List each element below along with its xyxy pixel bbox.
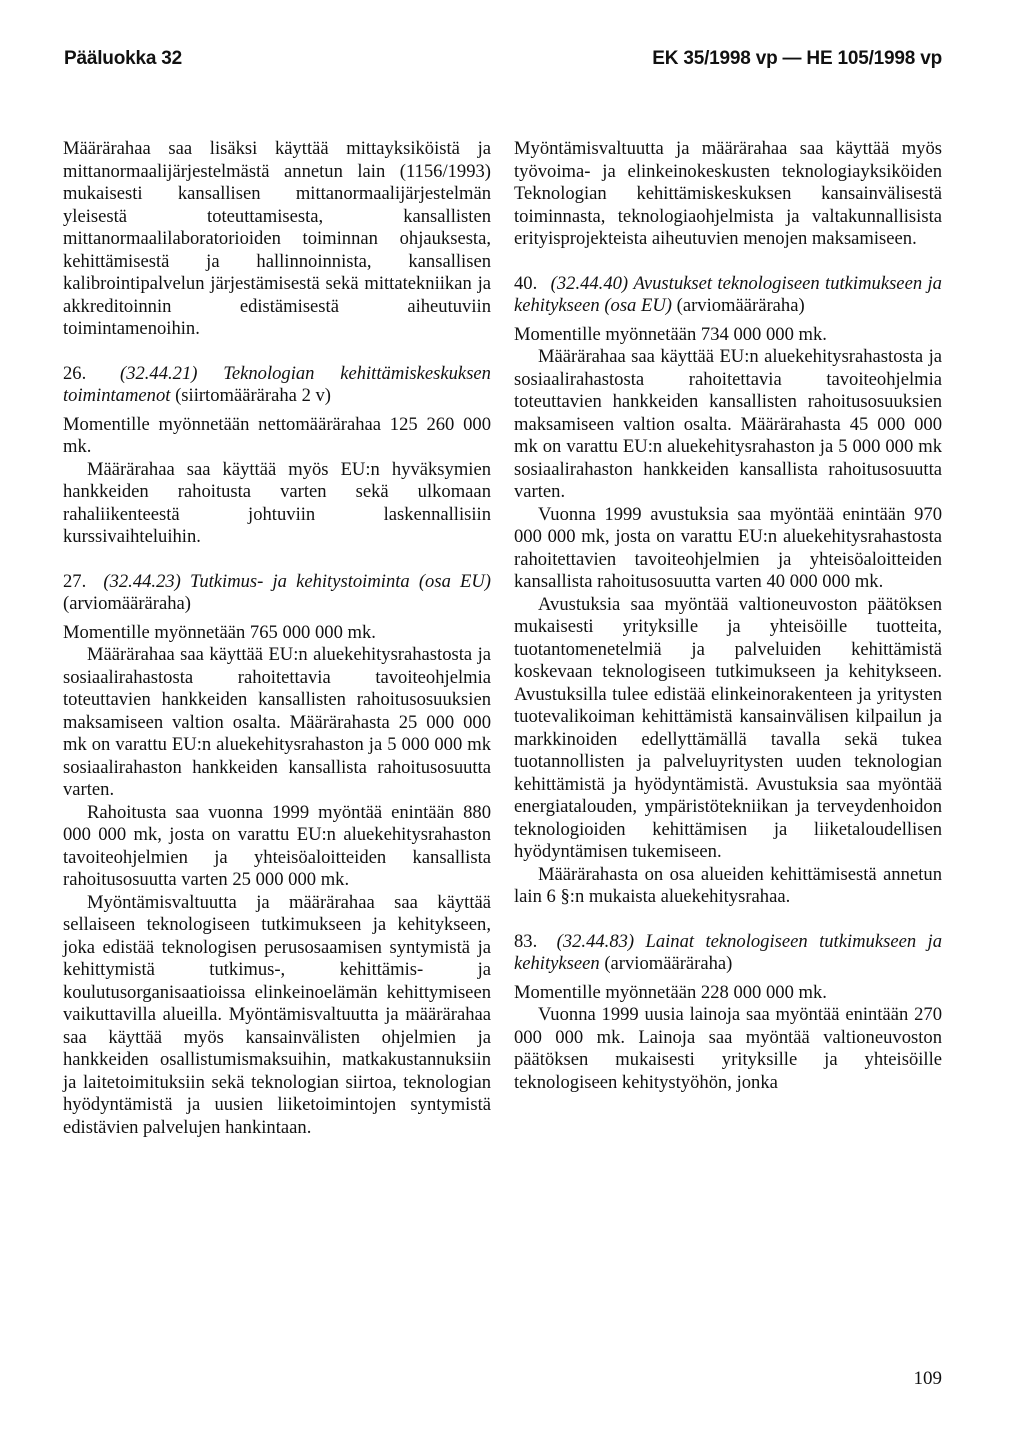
item-number: 83. [514, 930, 538, 952]
item-27-paragraph-1: Määrärahaa saa käyttää EU:n aluekehitysrahastosta ja sosiaalirahastosta rahoitettavia tavoiteohjelmia toteuttavien hankkeiden kansallisten rahoitusosuuksien maksamiseen valtion osalta. Määrärahasta 25 000 000 mk on varattu EU:n aluekehitysrahaston ja 5 000 000 mk sosiaalirahaston hankkeiden kansallista rahoitusosuutta varten. [63, 644, 491, 800]
item-title: Tutkimus- ja kehitystoiminta (osa EU) [190, 570, 491, 592]
item-code: (32.44.21) [120, 362, 198, 384]
item-number: 27. [63, 570, 87, 592]
item-title: Teknologian kehittämiskeskuksen toimintamenot [63, 362, 491, 406]
item-27-heading [63, 571, 491, 616]
item-26-heading [63, 363, 491, 408]
item-40-appropriation: Momentille myönnetään 734 000 000 mk. [514, 323, 827, 345]
item-type: (arviomääräraha) [63, 593, 191, 614]
item-code: (32.44.83) [556, 930, 635, 952]
intro-paragraph: Määrärahaa saa lisäksi käyttää mittayksiköistä ja mittanormaalijärjestelmästä annetun lain (1156/1993) mukaisesti kansallisen mittanormaalijärjestelmän yleisestä toteuttamisesta, kansallisten mittanormaalilaboratorioiden toiminnan ohjauksesta, kehittämisestä ja hallinnoinnista, kansallisen kalibrointipalvelun järjestämisestä sekä mittatekniikan ja akkreditoinnin edistämisestä aiheutuviin toimintamenoihin. [63, 138, 491, 339]
item-27-appropriation: Momentille myönnetään 765 000 000 mk. [63, 621, 376, 643]
item-code: (32.44.40) [550, 272, 629, 294]
item-26-text: Määrärahaa saa käyttää myös EU:n hyväksymien hankkeiden rahoitusta varten sekä ulkomaan rahaliikenteestä johtuviin laskennallisiin kurssivaihteluihin. [63, 458, 491, 547]
item-type: (arviomääräraha) [604, 953, 733, 974]
item-27-paragraph-2: Rahoitusta saa vuonna 1999 myöntää enintään 880 000 000 mk, josta on varattu EU:n aluekehitysrahaston tavoiteohjelmien ja yhteisöaloitteiden kansallista rahoitusosuutta varten 25 000 000 mk. [63, 801, 491, 890]
item-type: (arviomääräraha) [676, 295, 805, 316]
item-40-paragraph-3: Avustuksia saa myöntää valtioneuvoston päätöksen mukaisesti yrityksille ja yhteisöille tuotteita, tuotantomenetelmiä ja palveluiden kehittämistä koskevaan teknologiseen tutkimukseen ja kehitykseen. Avustuksilla tulee edistää elinkeinorakenteen ja yritysten tuotevalikoiman kehittämistä kansainvälisen kilpailun ja markkinoiden edellyttämällä tavalla sekä tukea tuotannollisten ja palveluyritysten uuden teknologian kehittämistä ja hyödyntämistä. Avustuksia saa myöntää energiatalouden, ympäristötekniikan ja terveydenhoidon teknologioiden kehittämisen ja liiketaloudellisen hyödyntämisen tukemiseen. [514, 593, 942, 862]
item-83-paragraph-1: Vuonna 1999 uusia lainoja saa myöntää enintään 270 000 000 mk. Lainoja saa myöntää valtioneuvoston päätöksen mukaisesti yrityksille ja yhteisöille teknologiseen kehitystyöhön, jonka [514, 1004, 942, 1093]
running-header-left: Pääluokka 32 [64, 48, 183, 69]
item-40-paragraph-1: Määrärahaa saa käyttää EU:n aluekehitysrahastosta ja sosiaalirahastosta rahoitettavia tavoiteohjelmia toteuttavien hankkeiden kansallisten rahoitusosuuksien maksamiseen valtion osalta. Määrärahasta 45 000 000 mk on varattu EU:n aluekehitysrahaston ja 5 000 000 mk sosiaalirahaston hankkeiden kansallista rahoitusosuutta varten. [514, 346, 942, 502]
item-number: 40. [514, 272, 538, 294]
intro-paragraph: Myöntämisvaltuutta ja määrärahaa saa käyttää myös työvoima- ja elinkeinokeskusten teknologiayksiköiden Teknologian kehittämiskeskuksen kansainvälisestä toiminnasta, teknologiaohjelmista ja valtakunnallisista erityisprojekteista aiheutuvien menojen maksamiseen. [514, 138, 942, 249]
item-40-paragraph-2: Vuonna 1999 avustuksia saa myöntää enintään 970 000 000 mk, josta on varattu EU:n aluekehitysrahastosta rahoitettavien tavoiteohjelmien ja yhteisöaloitteiden kansallista rahoitusosuutta varten 40 000 000 mk. [514, 503, 942, 592]
item-40-heading [514, 273, 942, 318]
item-27-paragraph-3: Myöntämisvaltuutta ja määrärahaa saa käyttää sellaiseen teknologiseen tutkimukseen ja kehitykseen, joka edistää teknologisen perusosaamisen syntymistä ja kehittymistä tutkimus-, kehittämis- ja koulutusorganisaatioissa elinkeinoelämän kehittymiseen vaikuttavilla alueilla. Myöntämisvaltuutta ja määrärahaa saa käyttää myös kansainvälisten ohjelmien ja hankkeiden osallistumismaksuihin, matkakustannuksiin ja laitetoimituksiin sekä teknologian siirtoa, teknologian hyödyntämistä ja uusien liiketoimintojen syntymistä edistävien palvelujen hankintaan. [63, 891, 491, 1138]
item-number: 26. [63, 362, 87, 384]
item-code: (32.44.23) [103, 570, 181, 592]
item-83-heading [514, 931, 942, 976]
item-title: Avustukset teknologiseen tutkimukseen ja kehitykseen (osa EU) [514, 272, 942, 316]
page-number: 109 [913, 1368, 942, 1389]
item-type: (siirtomääräraha 2 v) [175, 385, 331, 406]
item-40-paragraph-4: Määrärahasta on osa alueiden kehittämisestä annetun lain 6 §:n mukaista aluekehitysrahaa. [514, 863, 942, 907]
running-header-right: EK 35/1998 vp — HE 105/1998 vp [652, 48, 942, 69]
item-title: Lainat teknologiseen tutkimukseen ja kehitykseen [514, 930, 942, 974]
item-83-appropriation: Momentille myönnetään 228 000 000 mk. [514, 981, 827, 1003]
left-column [63, 138, 491, 1139]
item-26-appropriation: Momentille myönnetään nettomäärärahaa 125 260 000 mk. [63, 413, 491, 457]
right-column [514, 138, 942, 1094]
